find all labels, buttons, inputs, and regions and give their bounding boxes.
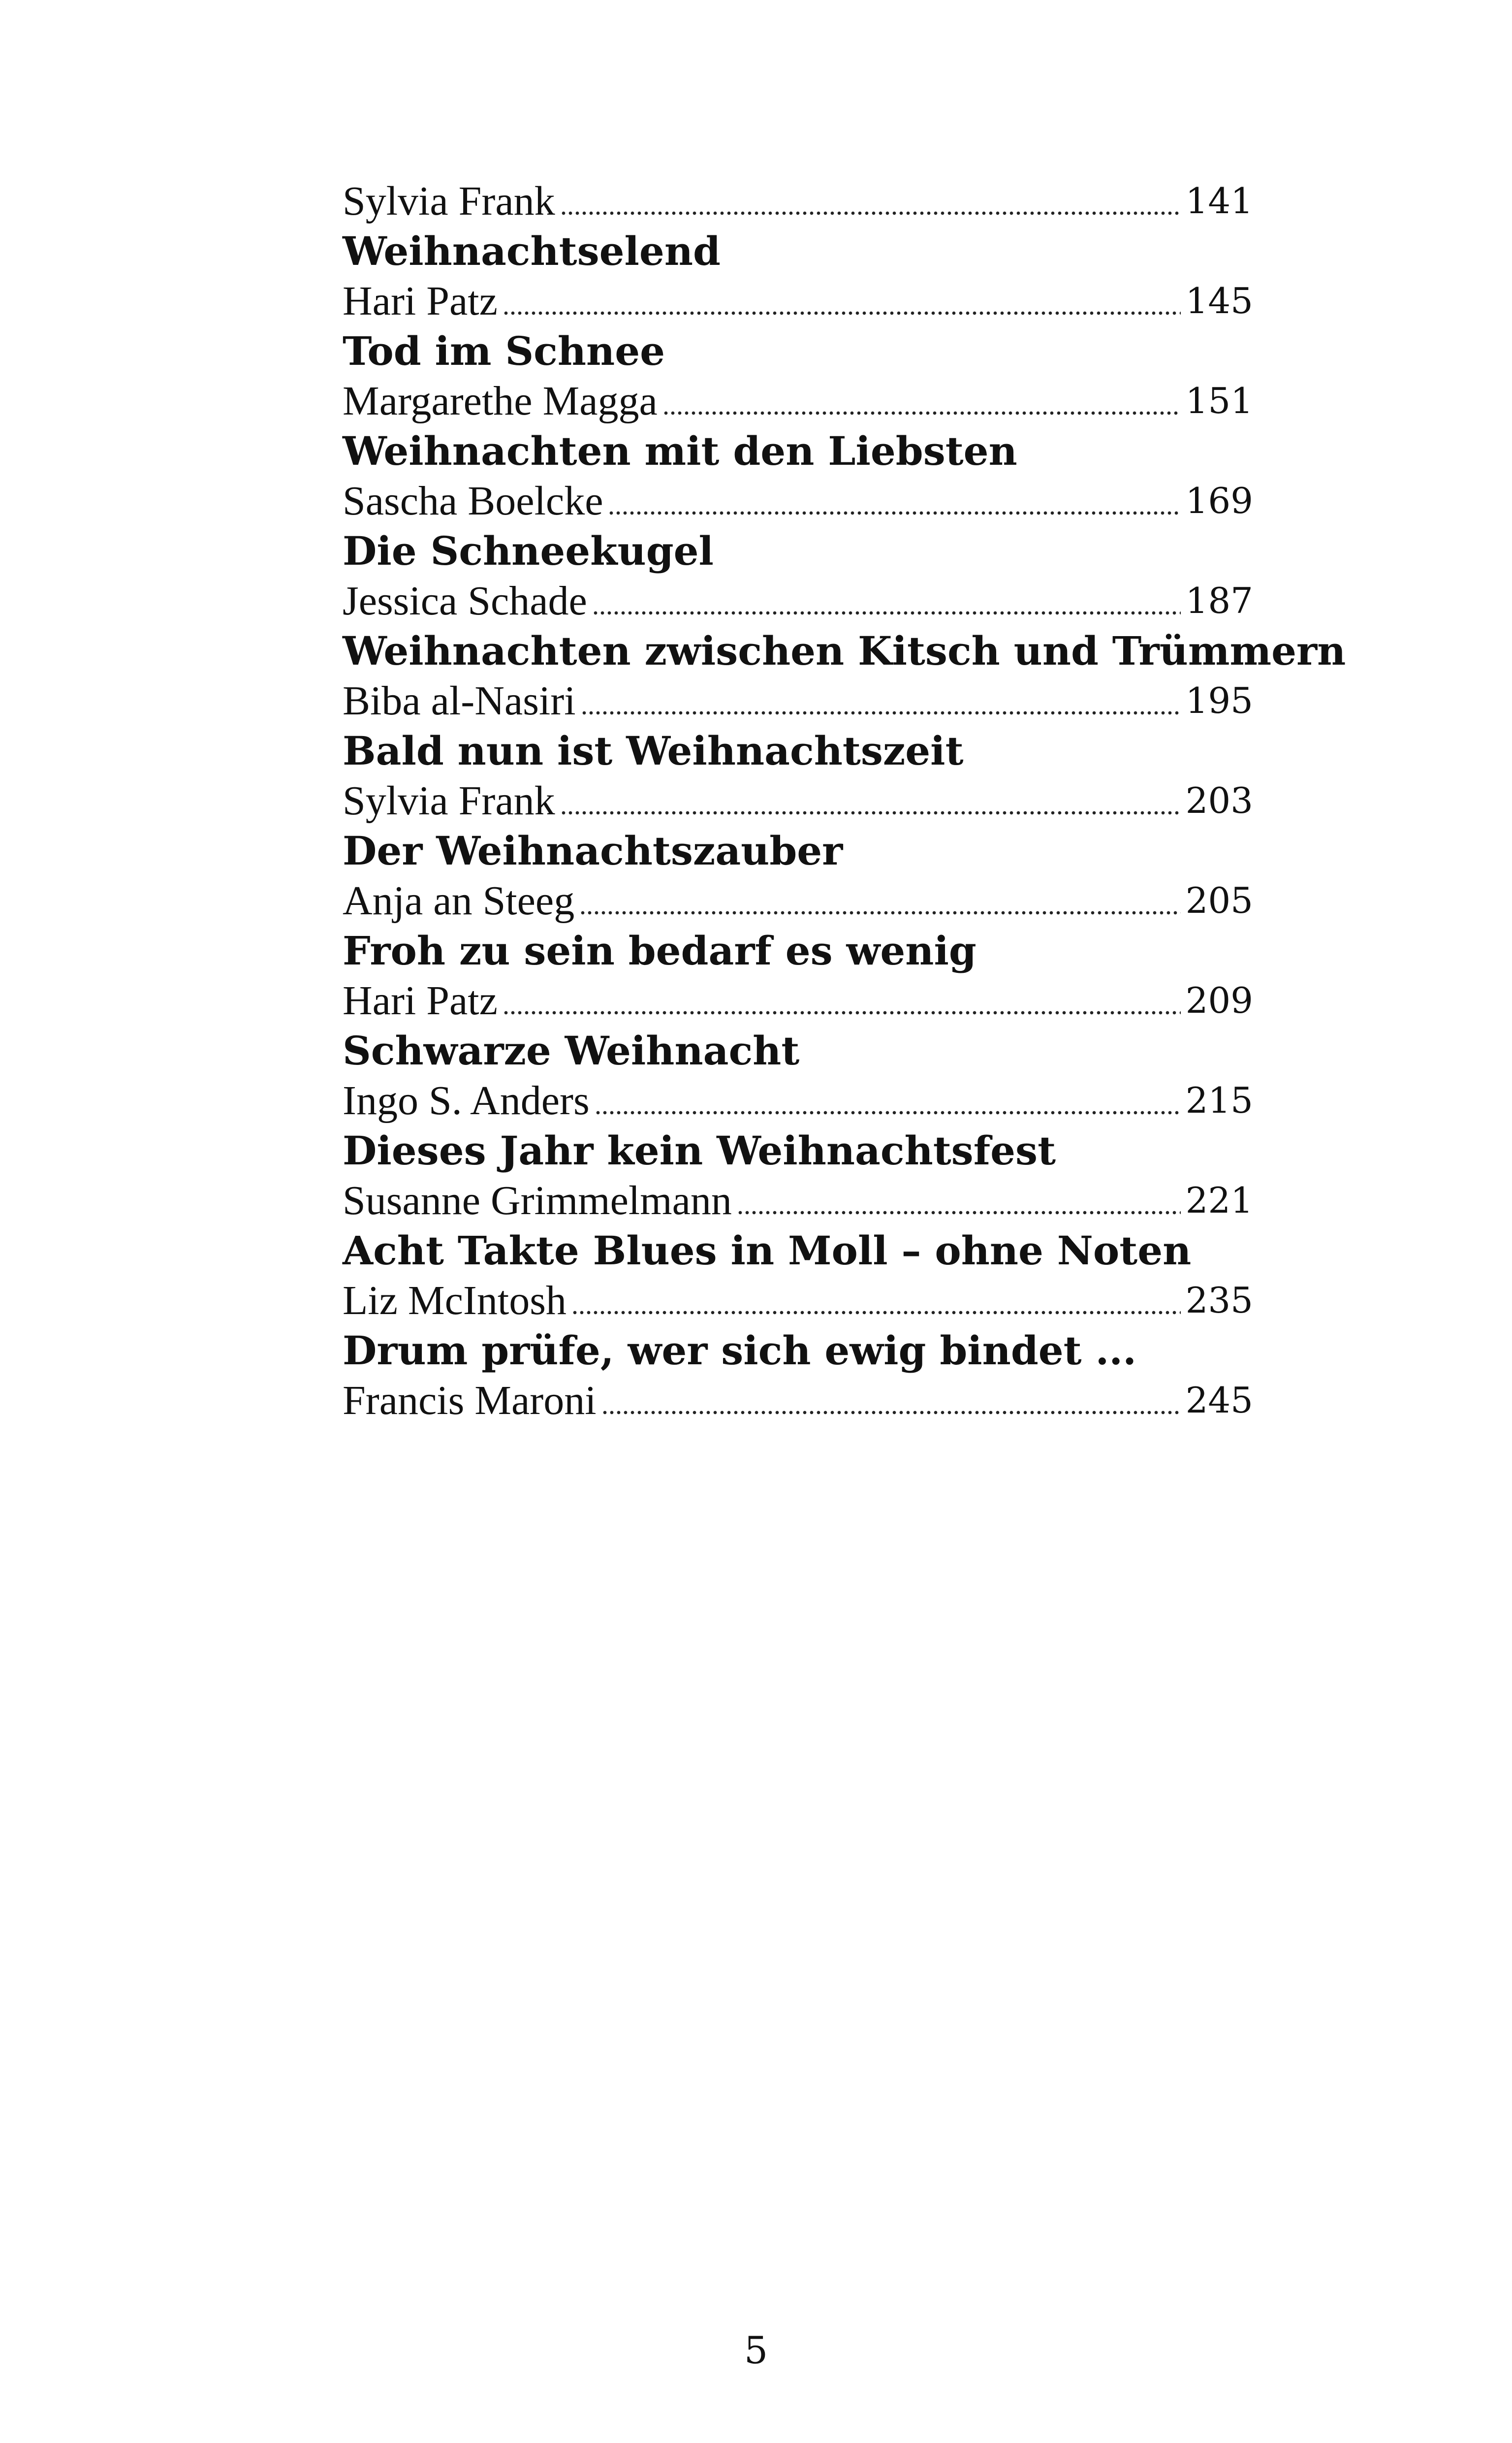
toc-author-line	[343, 1176, 1253, 1225]
dot-leader	[560, 186, 1181, 215]
toc-author: Susanne Grimmelmann	[343, 1178, 732, 1223]
toc-entry	[343, 626, 1346, 726]
dot-leader	[579, 885, 1180, 915]
toc-page-number: 221	[1185, 1180, 1253, 1221]
toc-title: Bald nun ist Weihnachtszeit	[343, 728, 964, 774]
dot-leader	[592, 585, 1181, 615]
toc-title: Drum prüfe, wer sich ewig bindet ...	[343, 1327, 1137, 1374]
dot-leader	[581, 685, 1181, 715]
dot-leader	[571, 1285, 1181, 1315]
dot-leader	[601, 1385, 1181, 1414]
toc-page-number: 141	[1185, 180, 1253, 222]
dot-leader	[560, 785, 1181, 815]
toc-page-number: 195	[1185, 680, 1253, 721]
toc-title: Froh zu sein bedarf es wenig	[343, 928, 976, 974]
toc-entry	[343, 826, 1327, 926]
dot-leader	[503, 286, 1181, 315]
toc-entry	[343, 926, 1327, 1026]
toc-author-line	[343, 476, 1253, 526]
toc-author-line	[343, 1276, 1253, 1325]
dot-leader	[503, 985, 1181, 1015]
toc-author-line	[343, 176, 1253, 226]
toc-page-number: 209	[1185, 980, 1253, 1021]
toc-page-number: 187	[1185, 580, 1253, 621]
toc-author-line	[343, 576, 1253, 626]
toc-entry	[343, 726, 1327, 826]
toc-entry	[343, 226, 1327, 326]
dot-leader	[608, 485, 1180, 515]
toc-author-line	[343, 1076, 1253, 1125]
toc-author-line	[343, 376, 1253, 426]
toc-title: Weihnachten zwischen Kitsch und Trümmern	[343, 628, 1346, 674]
toc-author: Sascha Boelcke	[343, 478, 603, 524]
toc-author-line	[343, 276, 1253, 326]
toc-title: Schwarze Weihnacht	[343, 1028, 800, 1074]
toc-page-number: 145	[1185, 280, 1253, 321]
toc-title: Tod im Schnee	[343, 328, 665, 374]
toc-page-number: 205	[1185, 880, 1253, 921]
toc-author: Hari Patz	[343, 278, 498, 324]
toc-page-number: 169	[1185, 480, 1253, 521]
dot-leader	[737, 1185, 1181, 1215]
toc-author: Sylvia Frank	[343, 778, 555, 824]
toc-entry	[343, 426, 1327, 526]
toc-author-line	[343, 976, 1253, 1026]
table-of-contents	[343, 176, 1346, 1425]
toc-title: Weihnachten mit den Liebsten	[343, 428, 1017, 474]
toc-page-number: 203	[1185, 780, 1253, 821]
toc-author: Anja an Steeg	[343, 878, 575, 924]
toc-author-line	[343, 1376, 1253, 1425]
toc-page-number: 215	[1185, 1080, 1253, 1121]
toc-author: Sylvia Frank	[343, 178, 555, 224]
toc-entry	[343, 326, 1327, 426]
toc-author-line	[343, 776, 1253, 826]
toc-title: Die Schneekugel	[343, 528, 714, 574]
toc-entry	[343, 1225, 1327, 1325]
toc-entries	[343, 226, 1346, 1425]
toc-author: Jessica Schade	[343, 578, 587, 624]
toc-author: Ingo S. Anders	[343, 1078, 590, 1124]
toc-author: Margarethe Magga	[343, 378, 658, 424]
toc-title: Der Weihnachtszauber	[343, 828, 843, 874]
dot-leader	[662, 386, 1181, 415]
toc-author: Francis Maroni	[343, 1378, 597, 1423]
toc-author-line	[343, 876, 1253, 926]
toc-page-number: 235	[1185, 1280, 1253, 1321]
toc-page-number: 151	[1185, 380, 1253, 421]
toc-title: Acht Takte Blues in Moll – ohne Noten	[343, 1227, 1192, 1274]
toc-author: Liz McIntosh	[343, 1278, 567, 1323]
page-number: 5	[744, 2328, 768, 2372]
toc-entry	[343, 526, 1327, 626]
toc-title: Dieses Jahr kein Weihnachtsfest	[343, 1127, 1056, 1174]
toc-page-number: 245	[1185, 1380, 1253, 1421]
dot-leader	[595, 1085, 1181, 1115]
toc-entry	[343, 1026, 1327, 1125]
toc-title: Weihnachtselend	[343, 228, 721, 274]
toc-entry	[343, 1325, 1327, 1425]
toc-author-line	[343, 676, 1253, 726]
toc-author: Hari Patz	[343, 978, 498, 1024]
toc-entry	[343, 1125, 1327, 1225]
toc-author: Biba al-Nasiri	[343, 678, 576, 724]
